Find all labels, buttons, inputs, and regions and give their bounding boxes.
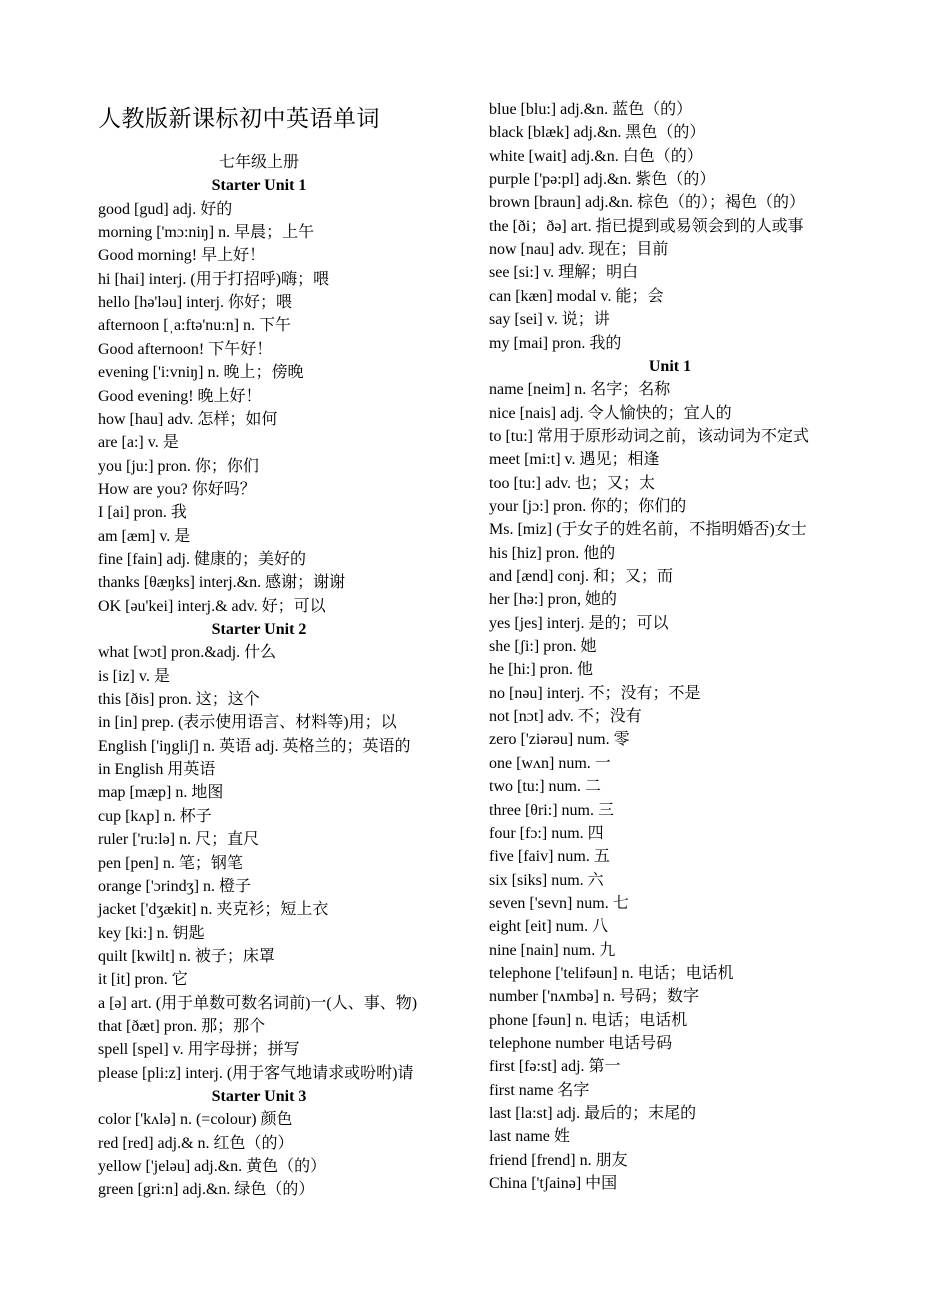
vocab-entry: my [mai] pron. 我的 (489, 334, 622, 352)
document-title: 人教版新课标初中英语单词 (98, 106, 380, 132)
vocab-entry: ruler ['ru:lə] n. 尺；直尺 (98, 831, 260, 849)
vocab-entry: fine [fain] adj. 健康的；美好的 (98, 550, 306, 568)
vocab-entry: four [fɔ:] num. 四 (489, 824, 604, 842)
vocab-entry: now [nau] adv. 现在；目前 (489, 241, 669, 259)
vocab-entry: too [tu:] adv. 也；又；太 (489, 474, 656, 492)
vocab-entry: morning ['mɔ:niŋ] n. 早晨；上午 (98, 224, 315, 242)
vocab-entry: How are you? 你好吗？ (98, 480, 256, 498)
vocab-entry: first [fə:st] adj. 第一 (489, 1058, 621, 1076)
vocab-entry: are [a:] v. 是 (98, 434, 179, 452)
vocab-entry: to [tu:] 常用于原形动词之前，该动词为不定式 (489, 427, 809, 445)
vocab-entry: map [mæp] n. 地图 (98, 784, 224, 802)
vocab-entry: six [siks] num. 六 (489, 871, 604, 889)
vocab-entry: name [neim] n. 名字；名称 (489, 381, 671, 399)
vocab-entry: that [ðæt] pron. 那；那个 (98, 1017, 266, 1035)
vocab-entry: you [ju:] pron. 你；你们 (98, 457, 259, 475)
vocab-entry: red [red] adj.& n. 红色（的） (98, 1134, 294, 1152)
vocab-entry: nice [nais] adj. 令人愉快的；宜人的 (489, 404, 732, 422)
vocab-entry: evening ['i:vniŋ] n. 晚上；傍晚 (98, 364, 304, 382)
vocab-entry: first name 名字 (489, 1081, 590, 1099)
vocab-entry: jacket ['dʒækit] n. 夹克衫；短上衣 (98, 901, 329, 919)
vocab-entry: see [si:] v. 理解；明白 (489, 264, 639, 282)
vocab-entry: one [wʌn] num. 一 (489, 754, 611, 772)
vocab-entry: hi [hai] interj. (用于打招呼)嗨；喂 (98, 270, 330, 288)
vocab-entry: good [gud] adj. 好的 (98, 200, 233, 218)
unit-heading: Starter Unit 2 (211, 621, 307, 638)
vocab-entry: not [nɔt] adv. 不；没有 (489, 708, 642, 726)
vocab-entry: yes [jes] interj. 是的；可以 (489, 614, 669, 632)
vocab-entry: quilt [kwilt] n. 被子；床罩 (98, 947, 275, 965)
vocab-entry: phone [fəun] n. 电话；电话机 (489, 1011, 688, 1029)
vocab-entry: pen [pen] n. 笔；钢笔 (98, 854, 243, 872)
vocab-entry: can [kæn] modal v. 能；会 (489, 287, 664, 305)
vocab-entry: two [tu:] num. 二 (489, 778, 601, 796)
vocab-entry: Good evening! 晚上好！ (98, 387, 262, 405)
vocab-entry: blue [blu:] adj.&n. 蓝色（的） (489, 101, 693, 118)
vocab-entry: five [faiv] num. 五 (489, 848, 610, 866)
vocab-entry: Ms. [miz] (于女子的姓名前，不指明婚否)女士 (489, 521, 807, 539)
vocab-entry: it [it] pron. 它 (98, 971, 188, 989)
vocab-entry: she [ʃi:] pron. 她 (489, 638, 597, 656)
vocab-entry: purple ['pə:pl] adj.&n. 紫色（的） (489, 171, 716, 189)
vocab-entry: afternoon [ˌa:ftə'nu:n] n. 下午 (98, 317, 292, 335)
vocab-entry: hello [hə'ləu] interj. 你好；喂 (98, 294, 292, 312)
vocab-entry: OK [əu'kei] interj.& adv. 好；可以 (98, 597, 326, 615)
vocab-entry: number ['nʌmbə] n. 号码；数字 (489, 988, 699, 1006)
unit-heading: Unit 1 (648, 357, 692, 375)
vocab-entry: he [hi:] pron. 他 (489, 661, 593, 679)
unit-heading: Starter Unit 3 (211, 1088, 307, 1105)
vocab-entry: how [hau] adv. 怎样；如何 (98, 410, 278, 428)
vocab-entry: a [ə] art. (用于单数可数名词前)一(人、事、物) (98, 994, 418, 1012)
vocab-entry: please [pli:z] interj. (用于客气地请求或吩咐)请 (98, 1064, 414, 1082)
vocab-entry: this [ðis] pron. 这；这个 (98, 691, 260, 709)
vocab-entry: green [gri:n] adj.&n. 绿色（的） (98, 1181, 315, 1199)
vocab-entry: black [blæk] adj.&n. 黑色（的） (489, 124, 706, 142)
vocab-entry: yellow ['jeləu] adj.&n. 黄色（的） (98, 1158, 327, 1176)
vocab-entry: seven ['sevn] num. 七 (489, 894, 629, 912)
vocab-entry: last name 姓 (489, 1128, 570, 1146)
vocab-entry: meet [mi:t] v. 遇见；相逢 (489, 451, 660, 469)
unit-heading: Starter Unit 1 (211, 177, 307, 195)
vocab-entry: no [nəu] interj. 不；没有；不是 (489, 684, 701, 702)
vocab-entry: China ['tʃainə] 中国 (489, 1175, 618, 1193)
vocab-entry: telephone number 电话号码 (489, 1035, 673, 1052)
vocab-entry: in [in] prep. (表示使用语言、材料等)用；以 (98, 714, 397, 732)
vocab-entry: in English 用英语 (98, 761, 216, 779)
vocab-entry: thanks [θæŋks] interj.&n. 感谢；谢谢 (98, 574, 346, 592)
vocab-entry: color ['kʌlə] n. (=colour) 颜色 (98, 1111, 293, 1129)
vocab-entry: say [sei] v. 说；讲 (489, 311, 610, 329)
vocab-entry: cup [kʌp] n. 杯子 (98, 807, 212, 825)
vocab-entry: your [jɔ:] pron. 你的；你们的 (489, 497, 687, 515)
vocab-entry: eight [eit] num. 八 (489, 918, 609, 936)
vocab-entry: Good afternoon! 下午好！ (98, 340, 273, 358)
vocab-entry: I [ai] pron. 我 (98, 504, 187, 522)
vocab-entry: his [hiz] pron. 他的 (489, 544, 616, 562)
vocab-entry: friend [frend] n. 朋友 (489, 1151, 628, 1169)
vocab-entry: her [hə:] pron, 她的 (489, 591, 617, 609)
vocab-entry: spell [spel] v. 用字母拼；拼写 (98, 1041, 300, 1059)
vocab-entry: English ['iŋgliʃ] n. 英语 adj. 英格兰的；英语的 (98, 737, 411, 755)
vocab-entry: and [ænd] conj. 和；又；而 (489, 568, 673, 585)
vocab-entry: am [æm] v. 是 (98, 527, 191, 545)
vocab-entry: nine [nain] num. 九 (489, 941, 616, 959)
vocab-entry: orange ['ɔrindʒ] n. 橙子 (98, 877, 252, 895)
vocab-entry: key [ki:] n. 钥匙 (98, 924, 205, 942)
grade-heading: 七年级上册 (218, 154, 299, 171)
vocab-entry: three [θri:] num. 三 (489, 801, 614, 819)
vocab-entry: the [ði；ðə] art. 指已提到或易领会到的人或事 (489, 217, 804, 235)
vocab-entry: zero ['ziərəu] num. 零 (489, 731, 630, 749)
vocab-entry: Good morning! 早上好！ (98, 247, 266, 265)
vocab-entry: white [wait] adj.&n. 白色（的） (489, 147, 703, 165)
vocab-entry: last [la:st] adj. 最后的；末尾的 (489, 1105, 697, 1123)
vocab-entry: brown [braun] adj.&n. 棕色（的）；褐色（的） (489, 194, 805, 212)
vocab-entry: telephone ['telifəun] n. 电话；电话机 (489, 964, 734, 982)
vocab-entry: is [iz] v. 是 (98, 667, 170, 685)
vocab-entry: what [wɔt] pron.&adj. 什么 (98, 644, 277, 662)
